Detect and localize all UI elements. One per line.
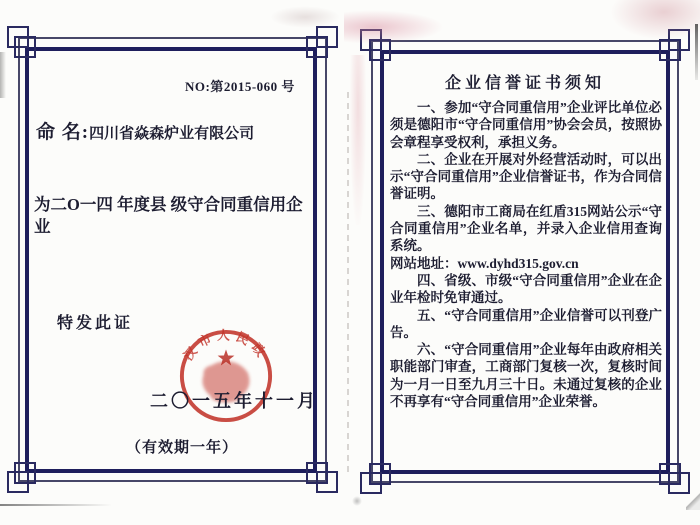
notice-body xyxy=(390,99,662,410)
notice-paragraph: 三、德阳市工商局在红盾315网站公示“守合同重信用”企业名单，并录入企业信用查询系统。 xyxy=(390,203,662,254)
frame-corner-ornament xyxy=(659,463,681,485)
fold-shadow xyxy=(352,496,362,506)
frame-corner-ornament xyxy=(659,39,681,61)
frame-corner-ornament xyxy=(14,36,36,58)
frame-corner-ornament xyxy=(14,462,36,484)
issue-statement: 特发此证 xyxy=(57,315,134,332)
notice-paragraph: 一、参加“守合同重信用”企业评比单位必须是德阳市“守合同重信用”协会会员，按照协会章程享受权利，承担义务。 xyxy=(390,100,662,150)
scan-edge-mark xyxy=(695,24,698,80)
page-curl-shadow xyxy=(686,492,700,510)
validity-note: （有效期一年） xyxy=(126,440,239,456)
frame-corner-ornament xyxy=(306,462,328,484)
page-fold-line xyxy=(347,92,349,472)
notice-paragraph: 四、省级、市级“守合同重信用”企业在企业年检时免审通过。 xyxy=(390,272,662,306)
scan-edge-line xyxy=(0,504,112,506)
frame-corner-ornament xyxy=(369,39,391,61)
notice-paragraph: 二、企业在开展对外经营活动时，可以出示“守合同重信用”企业信誉证书，作为合同信誉证明。 xyxy=(390,151,662,202)
notice-title: 企业信誉证书须知 xyxy=(444,75,605,92)
serial-number: NO:第2015-060 号 xyxy=(185,79,295,94)
name-label: 命 名: xyxy=(36,122,90,143)
pink-smudge xyxy=(350,55,366,225)
scan-edge-mark xyxy=(0,52,6,98)
gray-smudge xyxy=(270,6,340,28)
notice-paragraph: 五、“守合同重信用”企业信誉可以刊登广告。 xyxy=(390,307,662,340)
award-title-line: 为二O一四 年度县 级守合同重信用企业 xyxy=(34,195,303,236)
pink-smudge xyxy=(344,10,444,44)
notice-paragraph: 网站地址：www.dyhd315.gov.cn xyxy=(390,255,579,271)
frame-corner-ornament xyxy=(306,36,328,58)
notice-paragraph: 六、“守合同重信用”企业每年由政府相关职能部门审查，工商部门复核一次，复核时间为一月一日至九月三十日。未通过复核的企业不再享有“守合同重信用”企业荣誉。 xyxy=(390,342,662,410)
frame-corner-ornament xyxy=(369,463,391,485)
company-name-line xyxy=(36,117,254,144)
seal-arc-text: 汉市人民政 xyxy=(181,328,271,364)
company-name: 四川省焱森炉业有限公司 xyxy=(89,126,255,142)
issue-date: 二〇一五年十一月 xyxy=(150,391,318,411)
